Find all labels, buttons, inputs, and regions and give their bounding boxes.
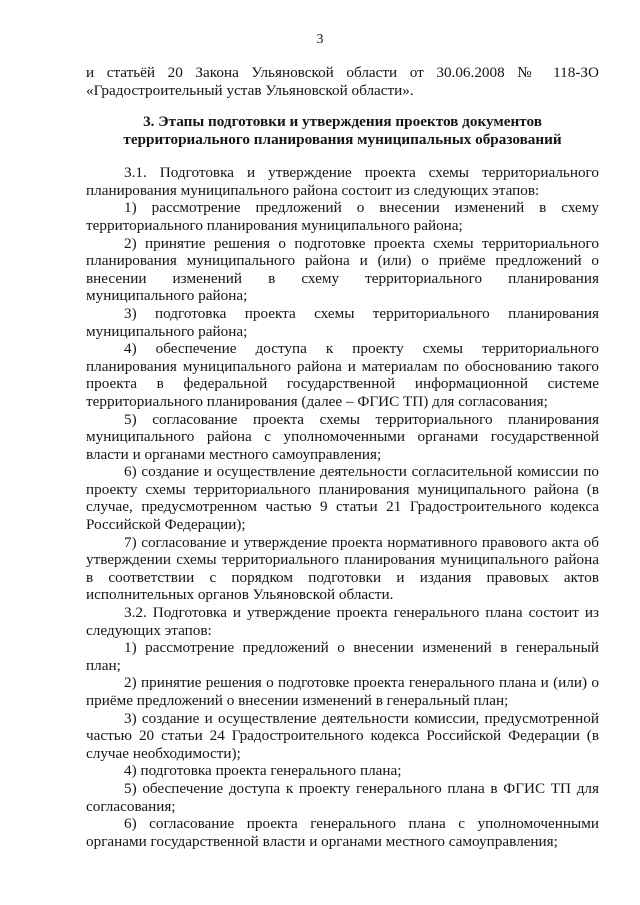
list-item-3-1-4: 4) обеспечение доступа к проекту схемы территориального планирования муниципального района и материалам по обоснованию такого проекта в федеральной государственной информационной системе территориального планирования (далее – ФГИС ТП) для согласования; — [86, 340, 599, 410]
paragraph-3-2: 3.2. Подготовка и утверждение проекта генерального плана состоит из следующих этапов: — [86, 604, 599, 639]
list-item-3-2-2: 2) принятие решения о подготовке проекта генерального плана и (или) о приёме предложений о внесении изменений в генеральный план; — [86, 674, 599, 709]
list-item-3-2-6: 6) согласование проекта генерального плана с уполномоченными органами государственной власти и органами местного самоуправления; — [86, 815, 599, 850]
list-item-3-1-2: 2) принятие решения о подготовке проекта схемы территориального планирования муниципального района и (или) о приёме предложений о внесении изменений в схему территориального планирования муниципального района; — [86, 234, 599, 305]
list-item-3-2-4: 4) подготовка проекта генерального плана; — [124, 762, 402, 780]
paragraph-3-1: 3.1. Подготовка и утверждение проекта схемы территориального планирования муниципального района состоит из следующих этапов: — [86, 164, 599, 199]
list-item-3-1-7: 7) согласование и утверждение проекта нормативного правового акта об утверждении схемы территориального планирования муниципального района в соответствии с порядком подготовки и издания правовых актов исполнительных органов Ульяновской области. — [86, 533, 599, 604]
document-body — [86, 64, 599, 850]
list-item-3-2-5: 5) обеспечение доступа к проекту генерального плана в ФГИС ТП для согласования; — [86, 779, 599, 815]
list-item-3-2-3: 3) создание и осуществление деятельности комиссии, предусмотренной частью 20 статьи 24 Градостроительного кодекса Российской Федерации (в случае необходимости); — [86, 709, 599, 762]
page-number: 3 — [316, 32, 324, 47]
list-item-3-1-5: 5) согласование проекта схемы территориального планирования муниципального района с уполномоченными органами государственной власти и органами местного самоуправления; — [86, 410, 599, 463]
section-heading: 3. Этапы подготовки и утверждения проектов документов территориального планирования муниципальных образований — [123, 113, 562, 149]
list-item-3-1-1: 1) рассмотрение предложений о внесении изменений в схему территориального планирования муниципального района; — [86, 199, 599, 234]
list-item-3-1-6: 6) создание и осуществление деятельности согласительной комиссии по проекту схемы территориального планирования муниципального района (в случае, предусмотренном частью 9 статьи 21 Градостроительного кодекса Российской Федерации); — [86, 463, 599, 534]
intro-paragraph: и статьёй 20 Закона Ульяновской области от 30.06.2008 № 118-ЗО «Градостроительный устав Ульяновской области». — [86, 64, 599, 99]
list-item-3-1-3: 3) подготовка проекта схемы территориального планирования муниципального района; — [86, 304, 599, 340]
list-item-3-2-1: 1) рассмотрение предложений о внесении изменений в генеральный план; — [86, 639, 599, 674]
